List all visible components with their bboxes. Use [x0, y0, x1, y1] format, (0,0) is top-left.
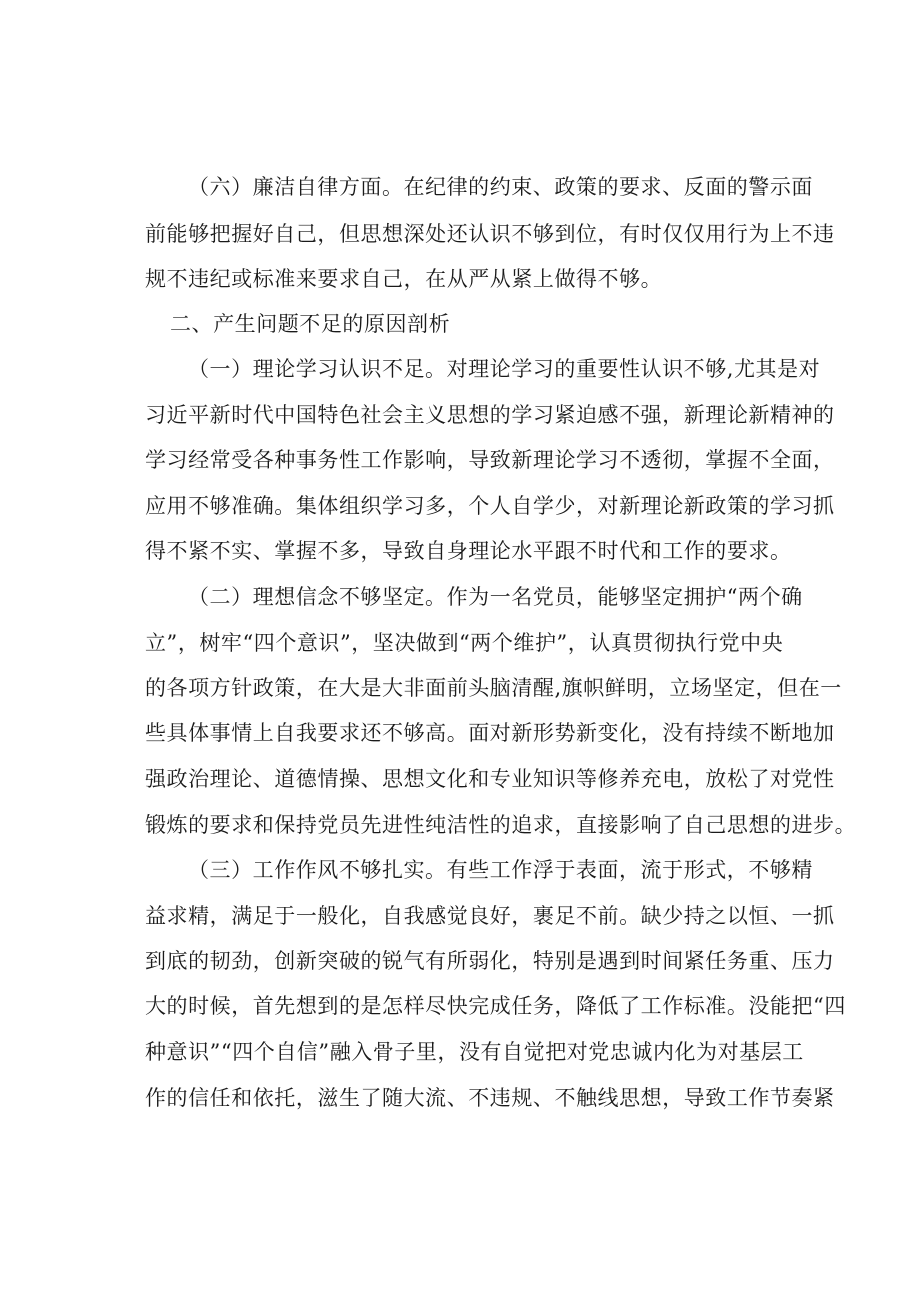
- paragraph-line: 强政治理论、道德情操、思想文化和专业知识等修养充电，放松了对党性: [145, 767, 835, 791]
- paragraph-line: （三）工作作风不够扎实。有些工作浮于表面，流于形式，不够精: [188, 858, 813, 882]
- paragraph-line: （六）廉洁自律方面。在纪律的约束、政策的要求、反面的警示面: [188, 175, 813, 199]
- paragraph-line: 种意识”“四个自信”融入骨子里，没有自觉把对党忠诚内化为对基层工: [145, 1040, 804, 1064]
- paragraph-line: 习近平新时代中国特色社会主义思想的学习紧迫感不强，新理论新精神的: [145, 403, 835, 427]
- paragraph-line: （一）理论学习认识不足。对理论学习的重要性认识不够,尤其是对: [188, 357, 821, 381]
- paragraph-line: 学习经常受各种事务性工作影响，导致新理论学习不透彻，掌握不全面，: [145, 448, 835, 472]
- paragraph-line: 作的信任和依托，滋生了随大流、不违规、不触线思想，导致工作节奏紧: [145, 1086, 835, 1110]
- paragraph-line: 锻炼的要求和保持党员先进性纯洁性的追求，直接影响了自己思想的进步。: [145, 813, 857, 837]
- paragraph-line: 益求精，满足于一般化，自我感觉良好，裹足不前。缺少持之以恒、一抓: [145, 904, 835, 928]
- paragraph-line: （二）理想信念不够坚定。作为一名党员，能够坚定拥护“两个确: [188, 585, 803, 609]
- paragraph-line: 大的时候，首先想到的是怎样尽快完成任务，降低了工作标准。没能把“四: [145, 994, 846, 1018]
- paragraph-line: 的各项方针政策，在大是大非面前头脑清醒,旗帜鲜明，立场坚定，但在一: [145, 676, 842, 700]
- paragraph-line: 应用不够准确。集体组织学习多，个人自学少，对新理论新政策的学习抓: [145, 494, 835, 518]
- paragraph-line: 得不紧不实、掌握不多，导致自身理论水平跟不时代和工作的要求。: [145, 539, 792, 563]
- paragraph-line: 些具体事情上自我要求还不够高。面对新形势新变化，没有持续不断地加: [145, 721, 835, 745]
- paragraph-line: 规不违纪或标准来要求自己，在从严从紧上做得不够。: [145, 267, 663, 291]
- paragraph-line: 立”，树牢“四个意识”，坚决做到“两个维护”，认真贯彻执行党中央: [145, 631, 784, 655]
- section-heading: 二、产生问题不足的原因剖析: [170, 312, 451, 336]
- paragraph-line: 到底的韧劲，创新突破的锐气有所弱化，特别是遇到时间紧任务重、压力: [145, 949, 835, 973]
- paragraph-line: 前能够把握好自己，但思想深处还认识不够到位，有时仅仅用行为上不违: [145, 222, 835, 246]
